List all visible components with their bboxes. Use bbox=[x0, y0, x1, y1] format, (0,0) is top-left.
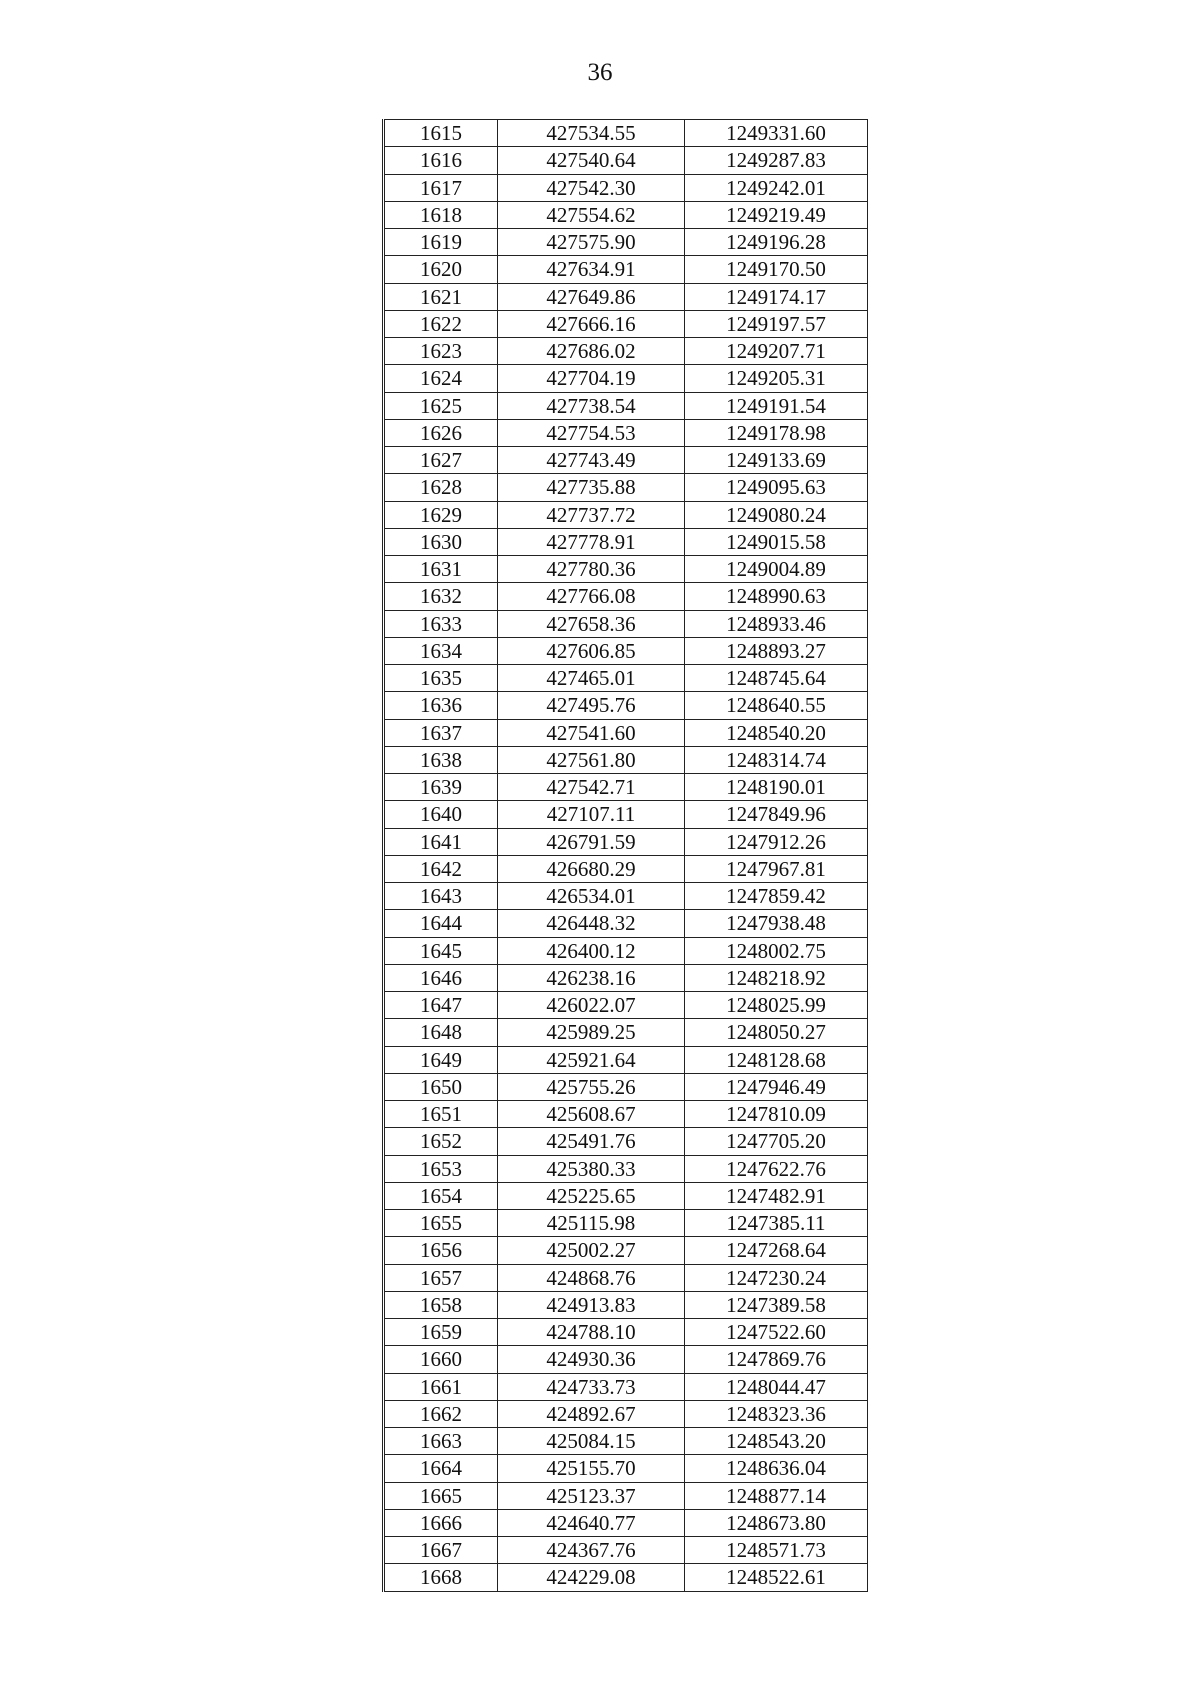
table-row bbox=[384, 883, 868, 910]
y-coordinate-cell: 1248218.92 bbox=[685, 964, 868, 991]
x-coordinate-cell: 427743.49 bbox=[498, 447, 685, 474]
point-number-cell: 1664 bbox=[384, 1455, 498, 1482]
x-coordinate-cell: 425084.15 bbox=[498, 1428, 685, 1455]
y-coordinate-cell: 1247522.60 bbox=[685, 1319, 868, 1346]
point-number-cell: 1645 bbox=[384, 937, 498, 964]
table-row bbox=[384, 528, 868, 555]
table-row bbox=[384, 365, 868, 392]
point-number-cell: 1630 bbox=[384, 528, 498, 555]
y-coordinate-cell: 1249015.58 bbox=[685, 528, 868, 555]
table-row bbox=[384, 1128, 868, 1155]
table-row bbox=[384, 229, 868, 256]
x-coordinate-cell: 427465.01 bbox=[498, 665, 685, 692]
table-row bbox=[384, 1400, 868, 1427]
point-number-cell: 1622 bbox=[384, 310, 498, 337]
point-number-cell: 1637 bbox=[384, 719, 498, 746]
y-coordinate-cell: 1247849.96 bbox=[685, 801, 868, 828]
point-number-cell: 1651 bbox=[384, 1101, 498, 1128]
x-coordinate-cell: 427766.08 bbox=[498, 583, 685, 610]
y-coordinate-cell: 1248893.27 bbox=[685, 637, 868, 664]
y-coordinate-cell: 1247869.76 bbox=[685, 1346, 868, 1373]
x-coordinate-cell: 426448.32 bbox=[498, 910, 685, 937]
table-row bbox=[384, 310, 868, 337]
table-row bbox=[384, 338, 868, 365]
point-number-cell: 1636 bbox=[384, 692, 498, 719]
x-coordinate-cell: 427561.80 bbox=[498, 746, 685, 773]
table-row bbox=[384, 1564, 868, 1591]
x-coordinate-cell: 427634.91 bbox=[498, 256, 685, 283]
table-row bbox=[384, 256, 868, 283]
table-row bbox=[384, 174, 868, 201]
x-coordinate-cell: 425491.76 bbox=[498, 1128, 685, 1155]
y-coordinate-cell: 1247230.24 bbox=[685, 1264, 868, 1291]
y-coordinate-cell: 1249242.01 bbox=[685, 174, 868, 201]
x-coordinate-cell: 425921.64 bbox=[498, 1046, 685, 1073]
table-row bbox=[384, 801, 868, 828]
y-coordinate-cell: 1248673.80 bbox=[685, 1509, 868, 1536]
x-coordinate-cell: 427541.60 bbox=[498, 719, 685, 746]
page-number: 36 bbox=[587, 59, 613, 86]
point-number-cell: 1633 bbox=[384, 610, 498, 637]
table-row bbox=[384, 147, 868, 174]
x-coordinate-cell: 427495.76 bbox=[498, 692, 685, 719]
x-coordinate-cell: 425380.33 bbox=[498, 1155, 685, 1182]
point-number-cell: 1629 bbox=[384, 501, 498, 528]
y-coordinate-cell: 1247482.91 bbox=[685, 1182, 868, 1209]
y-coordinate-cell: 1247938.48 bbox=[685, 910, 868, 937]
point-number-cell: 1659 bbox=[384, 1319, 498, 1346]
point-number-cell: 1652 bbox=[384, 1128, 498, 1155]
x-coordinate-cell: 425115.98 bbox=[498, 1210, 685, 1237]
x-coordinate-cell: 424892.67 bbox=[498, 1400, 685, 1427]
table-row bbox=[384, 1210, 868, 1237]
x-coordinate-cell: 427540.64 bbox=[498, 147, 685, 174]
y-coordinate-cell: 1249095.63 bbox=[685, 474, 868, 501]
x-coordinate-cell: 427554.62 bbox=[498, 201, 685, 228]
x-coordinate-cell: 427107.11 bbox=[498, 801, 685, 828]
point-number-cell: 1661 bbox=[384, 1373, 498, 1400]
point-number-cell: 1660 bbox=[384, 1346, 498, 1373]
point-number-cell: 1621 bbox=[384, 283, 498, 310]
table-row bbox=[384, 1073, 868, 1100]
table-row bbox=[384, 746, 868, 773]
point-number-cell: 1627 bbox=[384, 447, 498, 474]
point-number-cell: 1643 bbox=[384, 883, 498, 910]
y-coordinate-cell: 1247946.49 bbox=[685, 1073, 868, 1100]
x-coordinate-cell: 425225.65 bbox=[498, 1182, 685, 1209]
y-coordinate-cell: 1248002.75 bbox=[685, 937, 868, 964]
table-row bbox=[384, 392, 868, 419]
x-coordinate-cell: 427704.19 bbox=[498, 365, 685, 392]
table-row bbox=[384, 1537, 868, 1564]
point-number-cell: 1649 bbox=[384, 1046, 498, 1073]
y-coordinate-cell: 1249080.24 bbox=[685, 501, 868, 528]
x-coordinate-cell: 425755.26 bbox=[498, 1073, 685, 1100]
table-row bbox=[384, 1373, 868, 1400]
point-number-cell: 1663 bbox=[384, 1428, 498, 1455]
table-row bbox=[384, 1291, 868, 1318]
y-coordinate-cell: 1248323.36 bbox=[685, 1400, 868, 1427]
table-row bbox=[384, 828, 868, 855]
table-row bbox=[384, 1155, 868, 1182]
x-coordinate-cell: 424868.76 bbox=[498, 1264, 685, 1291]
x-coordinate-cell: 427542.71 bbox=[498, 774, 685, 801]
x-coordinate-cell: 425608.67 bbox=[498, 1101, 685, 1128]
x-coordinate-cell: 427737.72 bbox=[498, 501, 685, 528]
table-row bbox=[384, 1182, 868, 1209]
y-coordinate-cell: 1248044.47 bbox=[685, 1373, 868, 1400]
point-number-cell: 1620 bbox=[384, 256, 498, 283]
point-number-cell: 1626 bbox=[384, 419, 498, 446]
y-coordinate-cell: 1249331.60 bbox=[685, 120, 868, 147]
x-coordinate-cell: 424733.73 bbox=[498, 1373, 685, 1400]
x-coordinate-cell: 427606.85 bbox=[498, 637, 685, 664]
point-number-cell: 1639 bbox=[384, 774, 498, 801]
x-coordinate-cell: 424367.76 bbox=[498, 1537, 685, 1564]
point-number-cell: 1656 bbox=[384, 1237, 498, 1264]
y-coordinate-cell: 1249170.50 bbox=[685, 256, 868, 283]
table-row bbox=[384, 583, 868, 610]
table-row bbox=[384, 1455, 868, 1482]
x-coordinate-cell: 426680.29 bbox=[498, 855, 685, 882]
point-number-cell: 1654 bbox=[384, 1182, 498, 1209]
x-coordinate-cell: 427666.16 bbox=[498, 310, 685, 337]
point-number-cell: 1628 bbox=[384, 474, 498, 501]
table-row bbox=[384, 719, 868, 746]
y-coordinate-cell: 1249287.83 bbox=[685, 147, 868, 174]
y-coordinate-cell: 1247385.11 bbox=[685, 1210, 868, 1237]
x-coordinate-cell: 424229.08 bbox=[498, 1564, 685, 1591]
x-coordinate-cell: 425989.25 bbox=[498, 1019, 685, 1046]
point-number-cell: 1650 bbox=[384, 1073, 498, 1100]
table-row bbox=[384, 910, 868, 937]
table-row bbox=[384, 637, 868, 664]
table-row bbox=[384, 774, 868, 801]
point-number-cell: 1642 bbox=[384, 855, 498, 882]
table-row bbox=[384, 665, 868, 692]
table-row bbox=[384, 1509, 868, 1536]
point-number-cell: 1662 bbox=[384, 1400, 498, 1427]
table-row bbox=[384, 1019, 868, 1046]
table-row bbox=[384, 283, 868, 310]
y-coordinate-cell: 1249191.54 bbox=[685, 392, 868, 419]
y-coordinate-cell: 1248933.46 bbox=[685, 610, 868, 637]
point-number-cell: 1615 bbox=[384, 120, 498, 147]
y-coordinate-cell: 1248543.20 bbox=[685, 1428, 868, 1455]
table-row bbox=[384, 964, 868, 991]
y-coordinate-cell: 1249197.57 bbox=[685, 310, 868, 337]
x-coordinate-cell: 427735.88 bbox=[498, 474, 685, 501]
table-row bbox=[384, 1346, 868, 1373]
point-number-cell: 1648 bbox=[384, 1019, 498, 1046]
y-coordinate-cell: 1248636.04 bbox=[685, 1455, 868, 1482]
x-coordinate-cell: 425123.37 bbox=[498, 1482, 685, 1509]
table-row bbox=[384, 120, 868, 147]
x-coordinate-cell: 424930.36 bbox=[498, 1346, 685, 1373]
point-number-cell: 1625 bbox=[384, 392, 498, 419]
point-number-cell: 1655 bbox=[384, 1210, 498, 1237]
point-number-cell: 1666 bbox=[384, 1509, 498, 1536]
table-row bbox=[384, 692, 868, 719]
point-number-cell: 1638 bbox=[384, 746, 498, 773]
table-row bbox=[384, 201, 868, 228]
x-coordinate-cell: 426534.01 bbox=[498, 883, 685, 910]
point-number-cell: 1631 bbox=[384, 556, 498, 583]
table-row bbox=[384, 992, 868, 1019]
y-coordinate-cell: 1248522.61 bbox=[685, 1564, 868, 1591]
x-coordinate-cell: 424913.83 bbox=[498, 1291, 685, 1318]
point-number-cell: 1657 bbox=[384, 1264, 498, 1291]
point-number-cell: 1653 bbox=[384, 1155, 498, 1182]
y-coordinate-cell: 1247268.64 bbox=[685, 1237, 868, 1264]
x-coordinate-cell: 424640.77 bbox=[498, 1509, 685, 1536]
table-row bbox=[384, 1046, 868, 1073]
x-coordinate-cell: 426400.12 bbox=[498, 937, 685, 964]
y-coordinate-cell: 1249133.69 bbox=[685, 447, 868, 474]
point-number-cell: 1623 bbox=[384, 338, 498, 365]
point-number-cell: 1635 bbox=[384, 665, 498, 692]
y-coordinate-cell: 1249004.89 bbox=[685, 556, 868, 583]
point-number-cell: 1646 bbox=[384, 964, 498, 991]
y-coordinate-cell: 1249178.98 bbox=[685, 419, 868, 446]
table-row bbox=[384, 447, 868, 474]
x-coordinate-cell: 427658.36 bbox=[498, 610, 685, 637]
y-coordinate-cell: 1249174.17 bbox=[685, 283, 868, 310]
table-row bbox=[384, 1237, 868, 1264]
x-coordinate-cell: 427649.86 bbox=[498, 283, 685, 310]
table-row bbox=[384, 1101, 868, 1128]
x-coordinate-cell: 425155.70 bbox=[498, 1455, 685, 1482]
y-coordinate-cell: 1249207.71 bbox=[685, 338, 868, 365]
x-coordinate-cell: 427686.02 bbox=[498, 338, 685, 365]
point-number-cell: 1617 bbox=[384, 174, 498, 201]
x-coordinate-cell: 424788.10 bbox=[498, 1319, 685, 1346]
point-number-cell: 1647 bbox=[384, 992, 498, 1019]
table-row bbox=[384, 419, 868, 446]
y-coordinate-cell: 1248990.63 bbox=[685, 583, 868, 610]
x-coordinate-cell: 427542.30 bbox=[498, 174, 685, 201]
point-number-cell: 1632 bbox=[384, 583, 498, 610]
point-number-cell: 1640 bbox=[384, 801, 498, 828]
y-coordinate-cell: 1248128.68 bbox=[685, 1046, 868, 1073]
point-number-cell: 1618 bbox=[384, 201, 498, 228]
table-row bbox=[384, 1428, 868, 1455]
table-row bbox=[384, 501, 868, 528]
y-coordinate-cell: 1247912.26 bbox=[685, 828, 868, 855]
point-number-cell: 1634 bbox=[384, 637, 498, 664]
x-coordinate-cell: 427738.54 bbox=[498, 392, 685, 419]
y-coordinate-cell: 1248571.73 bbox=[685, 1537, 868, 1564]
table-row bbox=[384, 474, 868, 501]
table-row bbox=[384, 1264, 868, 1291]
x-coordinate-cell: 426791.59 bbox=[498, 828, 685, 855]
x-coordinate-cell: 427778.91 bbox=[498, 528, 685, 555]
x-coordinate-cell: 427780.36 bbox=[498, 556, 685, 583]
x-coordinate-cell: 427534.55 bbox=[498, 120, 685, 147]
x-coordinate-cell: 425002.27 bbox=[498, 1237, 685, 1264]
point-number-cell: 1616 bbox=[384, 147, 498, 174]
y-coordinate-cell: 1248540.20 bbox=[685, 719, 868, 746]
y-coordinate-cell: 1248877.14 bbox=[685, 1482, 868, 1509]
table-row bbox=[384, 610, 868, 637]
x-coordinate-cell: 427754.53 bbox=[498, 419, 685, 446]
y-coordinate-cell: 1248640.55 bbox=[685, 692, 868, 719]
table-row bbox=[384, 556, 868, 583]
x-coordinate-cell: 426238.16 bbox=[498, 964, 685, 991]
y-coordinate-cell: 1247389.58 bbox=[685, 1291, 868, 1318]
coordinates-table-body bbox=[384, 120, 868, 1592]
y-coordinate-cell: 1249219.49 bbox=[685, 201, 868, 228]
y-coordinate-cell: 1247622.76 bbox=[685, 1155, 868, 1182]
y-coordinate-cell: 1248314.74 bbox=[685, 746, 868, 773]
x-coordinate-cell: 427575.90 bbox=[498, 229, 685, 256]
x-coordinate-cell: 426022.07 bbox=[498, 992, 685, 1019]
point-number-cell: 1624 bbox=[384, 365, 498, 392]
point-number-cell: 1641 bbox=[384, 828, 498, 855]
point-number-cell: 1619 bbox=[384, 229, 498, 256]
table-row bbox=[384, 937, 868, 964]
y-coordinate-cell: 1248025.99 bbox=[685, 992, 868, 1019]
point-number-cell: 1658 bbox=[384, 1291, 498, 1318]
table-row bbox=[384, 855, 868, 882]
y-coordinate-cell: 1248745.64 bbox=[685, 665, 868, 692]
point-number-cell: 1667 bbox=[384, 1537, 498, 1564]
point-number-cell: 1644 bbox=[384, 910, 498, 937]
y-coordinate-cell: 1247859.42 bbox=[685, 883, 868, 910]
table-row bbox=[384, 1319, 868, 1346]
y-coordinate-cell: 1248050.27 bbox=[685, 1019, 868, 1046]
point-number-cell: 1665 bbox=[384, 1482, 498, 1509]
y-coordinate-cell: 1249196.28 bbox=[685, 229, 868, 256]
y-coordinate-cell: 1249205.31 bbox=[685, 365, 868, 392]
coordinates-table bbox=[382, 119, 868, 1592]
y-coordinate-cell: 1247810.09 bbox=[685, 1101, 868, 1128]
table-row bbox=[384, 1482, 868, 1509]
y-coordinate-cell: 1247967.81 bbox=[685, 855, 868, 882]
y-coordinate-cell: 1247705.20 bbox=[685, 1128, 868, 1155]
y-coordinate-cell: 1248190.01 bbox=[685, 774, 868, 801]
point-number-cell: 1668 bbox=[384, 1564, 498, 1591]
